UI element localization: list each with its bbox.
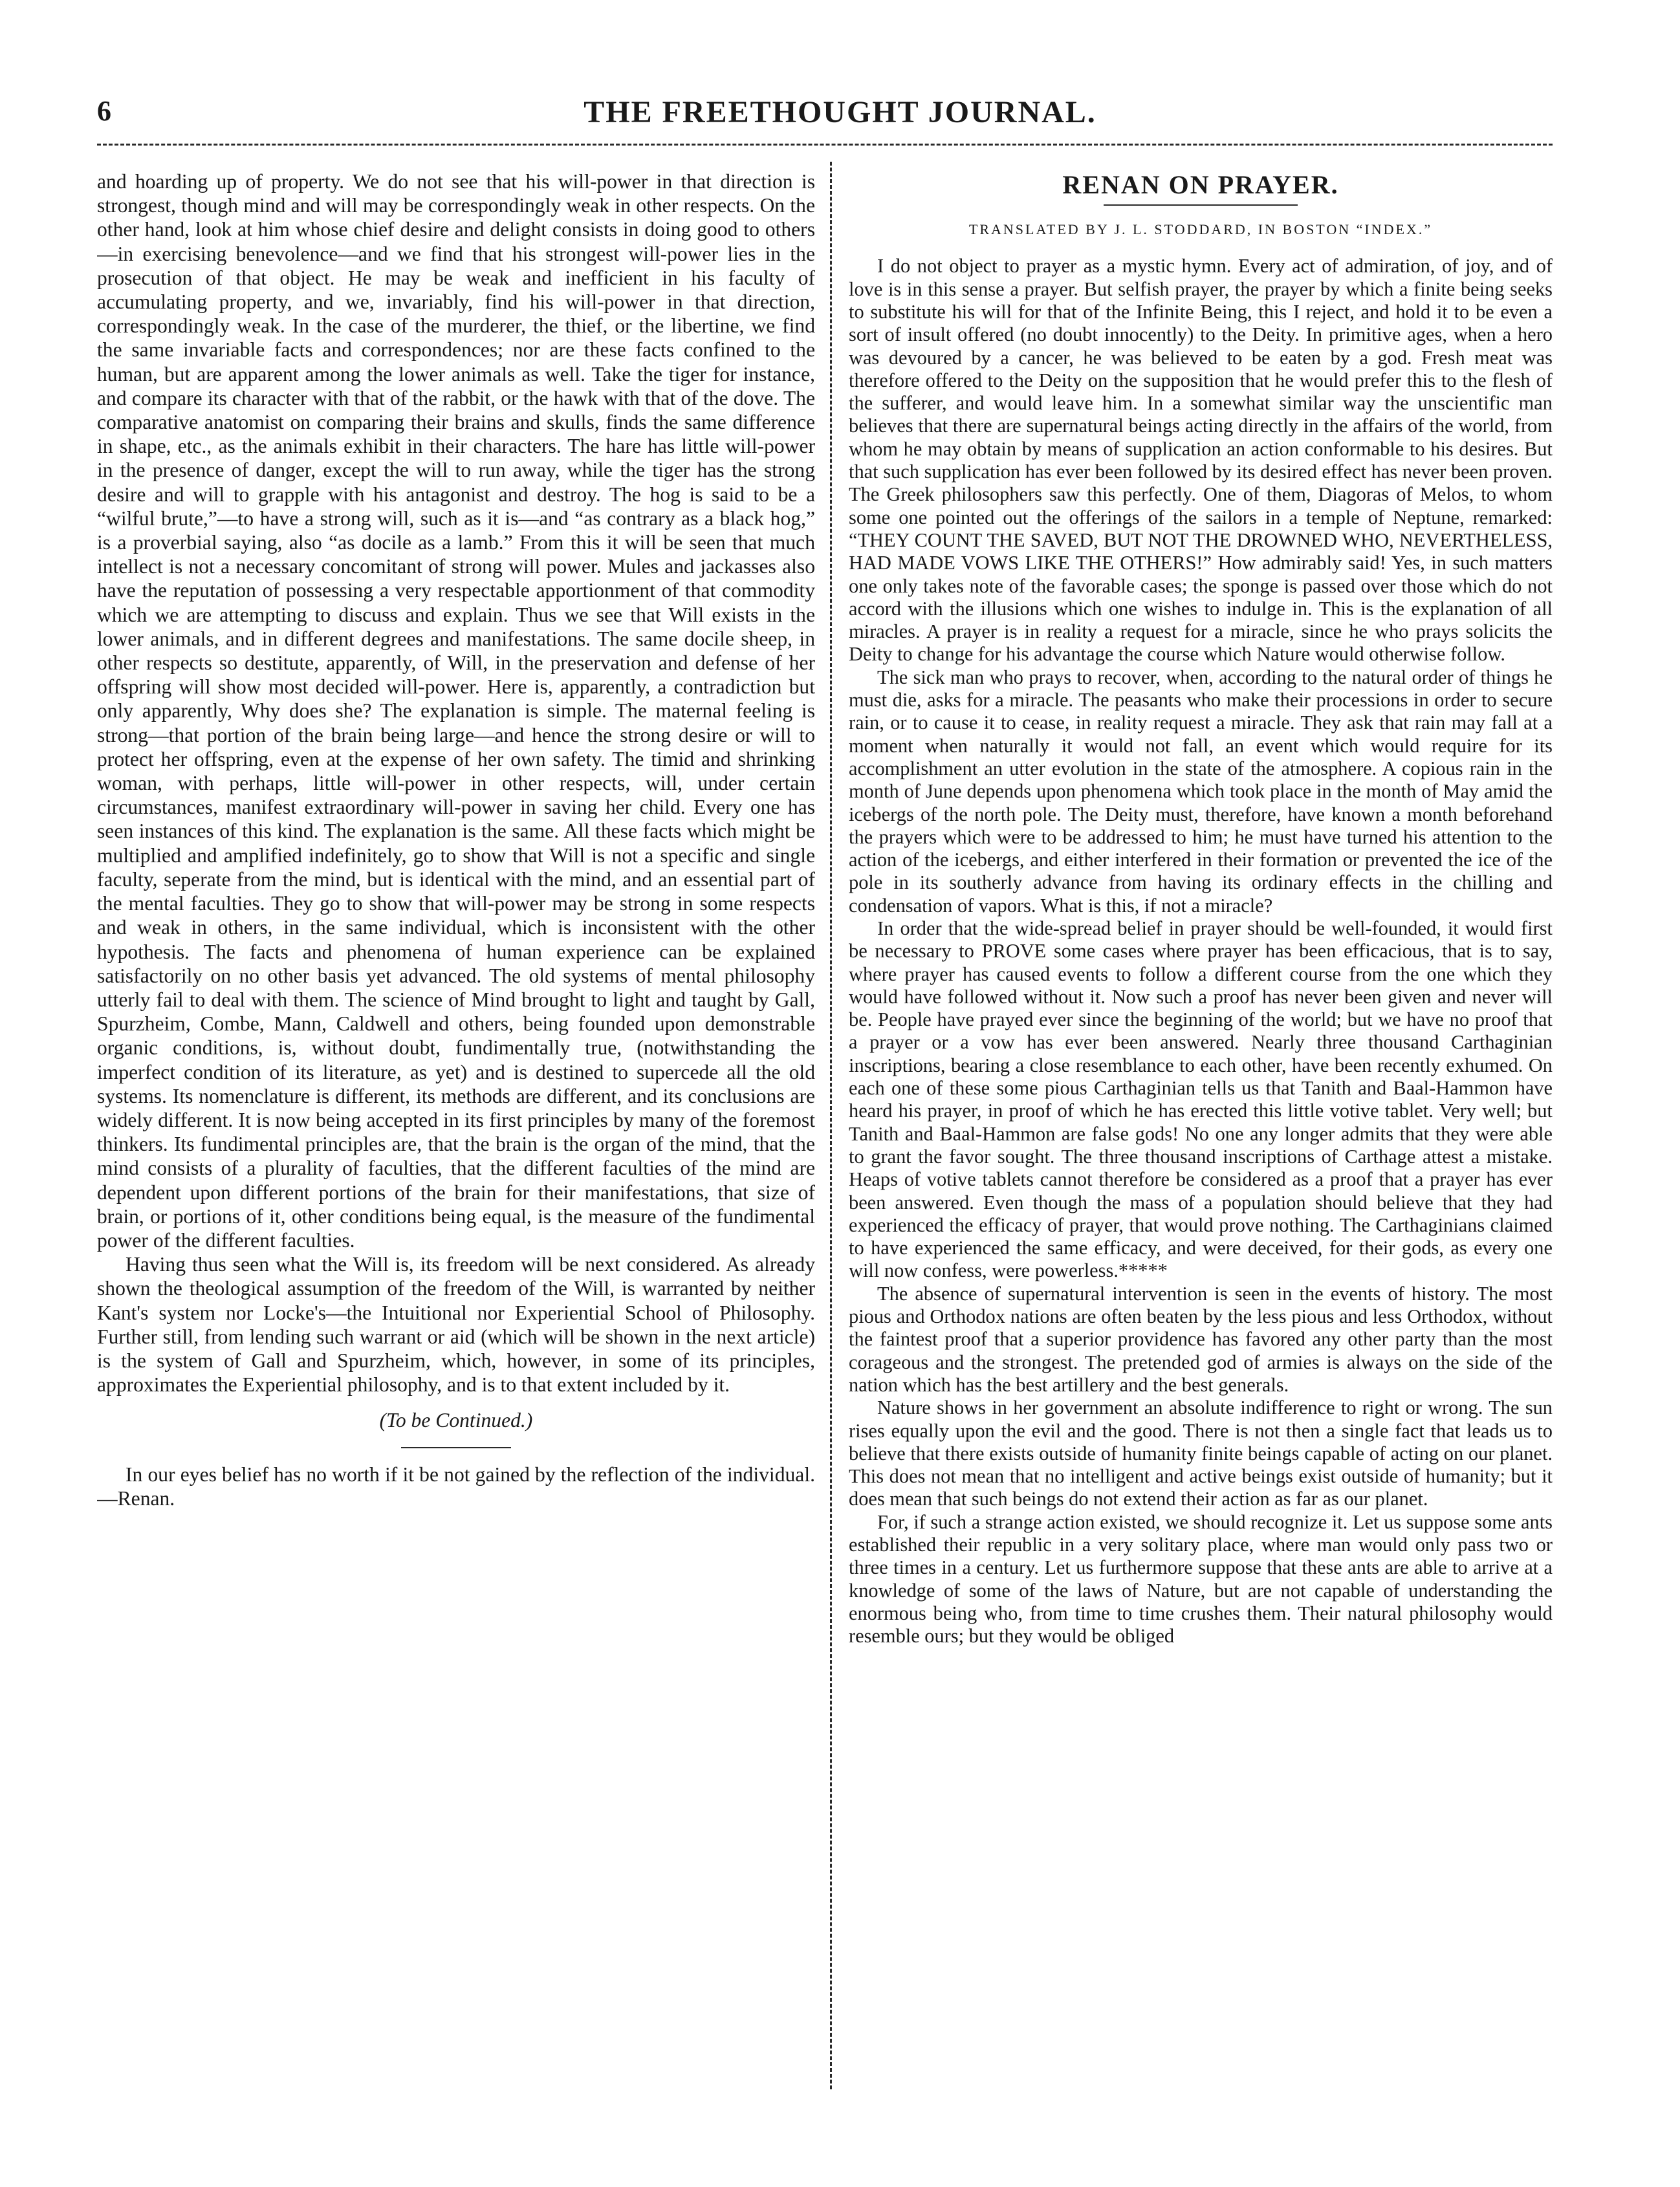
column-divider [830,162,832,2089]
left-paragraph-2: Having thus seen what the Will is, its freedom will be next considered. As already shown the theological assumption of the freedom of the Will, is warranted by neither Kant's system nor Locke's—the Intuitional nor Experiential School of Philosophy. Further still, from lending such warrant or aid (which will be shown in the next article) is the system of Gall and Spurzheim, which, however, in some of its principles, approximates the Experiential philosophy, and is to that extent included by it. [97,1253,815,1397]
left-column [97,169,815,2097]
right-paragraph-2: The sick man who prays to recover, when, according to the natural order of things he must die, asks for a miracle. The peasants who make their processions in order to secure rain, or to cause it to cease, in reality request a miracle. They ask that rain may fall at a moment when naturally it would not fall, an event which would require for its accomplishment an utter evolution in the state of the atmosphere. A copious rain in the month of June depends upon phenomena which took place in the month of May amid the icebergs of the north pole. The Deity must, therefore, have known a month beforehand the prayers which were to be addressed to him; he must have turned his attention to the action of the icebergs, and either interfered in their formation or prevented the ice of the pole in its southerly advance from having its ordinary effects in the chilling and condensation of vapors. What is this, if not a miracle? [849,666,1553,917]
left-paragraph-1: and hoarding up of property. We do not see that his will-power in that direction is strongest, though mind and will may be correspondingly weak in other respects. On the other hand, look at him whose chief desire and delight consists in doing good to others—in exercising benevolence—and we find that his strongest will-power lies in the prosecution of that object. He may be weak and inefficient in his faculty of accumulating property, and we, invariably, find his will-power in that direction, correspondingly weak. In the case of the murderer, the thief, or the libertine, we find the same invariable facts and correspondences; nor are these facts confined to the human, but are apparent among the lower animals as well. Take the tiger for instance, and compare its character with that of the rabbit, or the hawk with that of the dove. The comparative anatomist on comparing their brains and skulls, finds the same difference in shape, etc., as the animals exhibit in their characters. The hare has little will-power in the presence of danger, except the will to run away, while the tiger has the strong desire and will to grapple with his antagonist and destroy. The hog is said to be a “wilful brute,”—to have a strong will, such as it is—and “as contrary as a black hog,” is a proverbial saying, also “as docile as a lamb.” From this it will be seen that much intellect is not a necessary concomitant of strong will power. Mules and jackasses also have the reputation of possessing a very respectable apportionment of that commodity which we are attempting to discuss and explain. Thus we see that Will exists in the lower animals, and in different degrees and manifestations. The same docile sheep, in other respects so destitute, apparently, of Will, in the preservation and defense of her offspring will show most decided will-power. Here is, apparently, a contradiction but only apparently, Why does she? The explanation is simple. The maternal feeling is strong—that portion of the brain being large—and hence the strong desire or will to protect her offspring, even at the expense of her own safety. The timid and shrinking woman, with perhaps, little will-power in other respects, will, under certain circumstances, manifest extraordinary will-power in saving her child. Every one has seen instances of this kind. The explanation is the same. All these facts which might be multiplied and amplified indefinitely, go to show that Will is not a specific and single faculty, seperate from the mind, but is identical with the mind, and an essential part of the mental faculties. They go to show that will-power may be strong in some respects and weak in others, in the same individual, which is inconsistent with the other hypothesis. The facts and phenomena of human experience can be explained satisfactorily on no other basis yet advanced. The old systems of mental philosophy utterly fail to deal with them. The science of Mind brought to light and taught by Gall, Spurzheim, Combe, Mann, Caldwell and others, being founded upon demonstrable organic conditions, is, without doubt, fundimentally true, (notwithstanding the imperfect condition of its literature, as yet) and is destined to supercede all the old systems. Its nomenclature is different, its methods are different, and its conclusions are widely different. It is now being accepted in its first principles by many of the foremost thinkers. Its fundimental principles are, that the brain is the organ of the mind, that the mind consists of a plurality of faculties, that the different faculties of the mind are dependent upon different portions of the brain for their manifestations, that size of brain, or portions of it, other conditions being equal, is the measure of the fundimental power of the different faculties. [97,170,815,1252]
right-column [849,169,1553,2097]
right-paragraph-4: The absence of supernatural intervention is seen in the events of history. The most pious and Orthodox nations are often beaten by the less pious and less Orthodox, without the faintest proof that a superior providence has favored any other party than the most corageous and the strongest. The pretended god of armies is always on the side of the nation which has the best artillery and the best generals. [849,1282,1553,1396]
right-paragraph-6: For, if such a strange action existed, we should recognize it. Let us suppose some ants established their republic in a very solitary place, where man would only pass two or three times in a century. Let us furthermore suppose that these ants are able to arrive at a knowledge of some of the laws of Nature, but are not capable of understanding the enormous being who, from time to time crushes them. Their natural philosophy would resemble ours; but they would be obliged [849,1510,1553,1648]
title-rule [1104,204,1298,206]
right-paragraph-3: In order that the wide-spread belief in prayer should be well-founded, it would first be necessary to PROVE some cases where prayer has been efficacious, that is to say, where prayer has caused events to follow a different course from the one which they would have followed without it. Now such a proof has never been given and never will be. People have prayed ever since the beginning of the world; but we have no proof that a prayer or a vow has ever been answered. Nearly three thousand Carthaginian inscriptions, bearing a close resemblance to each other, have been recently exhumed. On each one of these some pious Carthaginian tells us that Tanith and Baal-Hammon have heard his prayer, in proof of which he has erected this little votive tablet. Very well; but Tanith and Baal-Hammon are false gods! No one any longer admits that they were able to grant the favor sought. The three thousand inscriptions of Carthage attest a mistake. Heaps of votive tablets cannot therefore be considered as a proof that a prayer has ever been answered. Even though the mass of a population should believe that they had experienced the efficacy of prayer, that would prove nothing. The Carthaginians claimed to have experienced the same efficacy, and were deceived, for their gods, as every one will now confess, were powerless.***** [849,917,1553,1282]
right-paragraph-1: I do not object to prayer as a mystic hymn. Every act of admiration, of joy, and of love is in this sense a prayer. But selfish prayer, the prayer by which a finite being seeks to substitute his will for that of the Infinite Being, this I reject, and hold it to be even a sort of insult offered (no doubt innocently) to the Deity. In primitive ages, when a hero was devoured by a cancer, he was believed to be eaten by a god. Fresh meat was therefore offered to the Deity on the supposition that he would prefer this to the flesh of the sufferer, and would leave him. In a somewhat similar way the unscientific man believes that there are supernatural beings acting directly in the affairs of the world, from whom he may obtain by means of supplication an action conformable to his desires. But that such supplication has ever been followed by its desired effect has never been proven. The Greek philosophers saw this perfectly. One of them, Diagoras of Melos, to whom some one pointed out the offerings of the sailors in a temple of Neptune, remarked: “THEY COUNT THE SAVED, BUT NOT THE DROWNED WHO, NEVERTHELESS, HAD MADE VOWS LIKE THE OTHERS!” How admirably said! Yes, in such matters one only takes note of the favorable cases; the sponge is passed over those which do not accord with the illusions which one wishes to indulge in. This is the explanation of all miracles. A prayer is in reality a request for a miracle, since he who prays solicits the Deity to change for his advantage the course which Nature would otherwise follow. [849,255,1553,666]
right-paragraph-5: Nature shows in her government an absolute indifference to right or wrong. The sun rises equally upon the evil and the good. There is not then a single fact that leads us to believe that there exists outside of humanity finite beings capable of acting on our planet. This does not mean that no intelligent and active beings exist outside of humanity; but it does mean that such beings do not extend their action as far as our planet. [849,1397,1553,1510]
to-be-continued: (To be Continued.) [379,1409,533,1432]
header-rule [97,144,1553,146]
article-title: RENAN ON PRAYER. [1062,170,1339,199]
journal-title: THE FREETHOUGHT JOURNAL. [584,95,1096,129]
page-number: 6 [97,95,111,127]
section-rule [401,1447,511,1448]
renan-quote: In our eyes belief has no worth if it be not gained by the reflection of the individual.—Renan. [97,1463,815,1510]
article-byline: TRANSLATED BY J. L. STODDARD, IN BOSTON “INDEX.” [968,221,1433,237]
